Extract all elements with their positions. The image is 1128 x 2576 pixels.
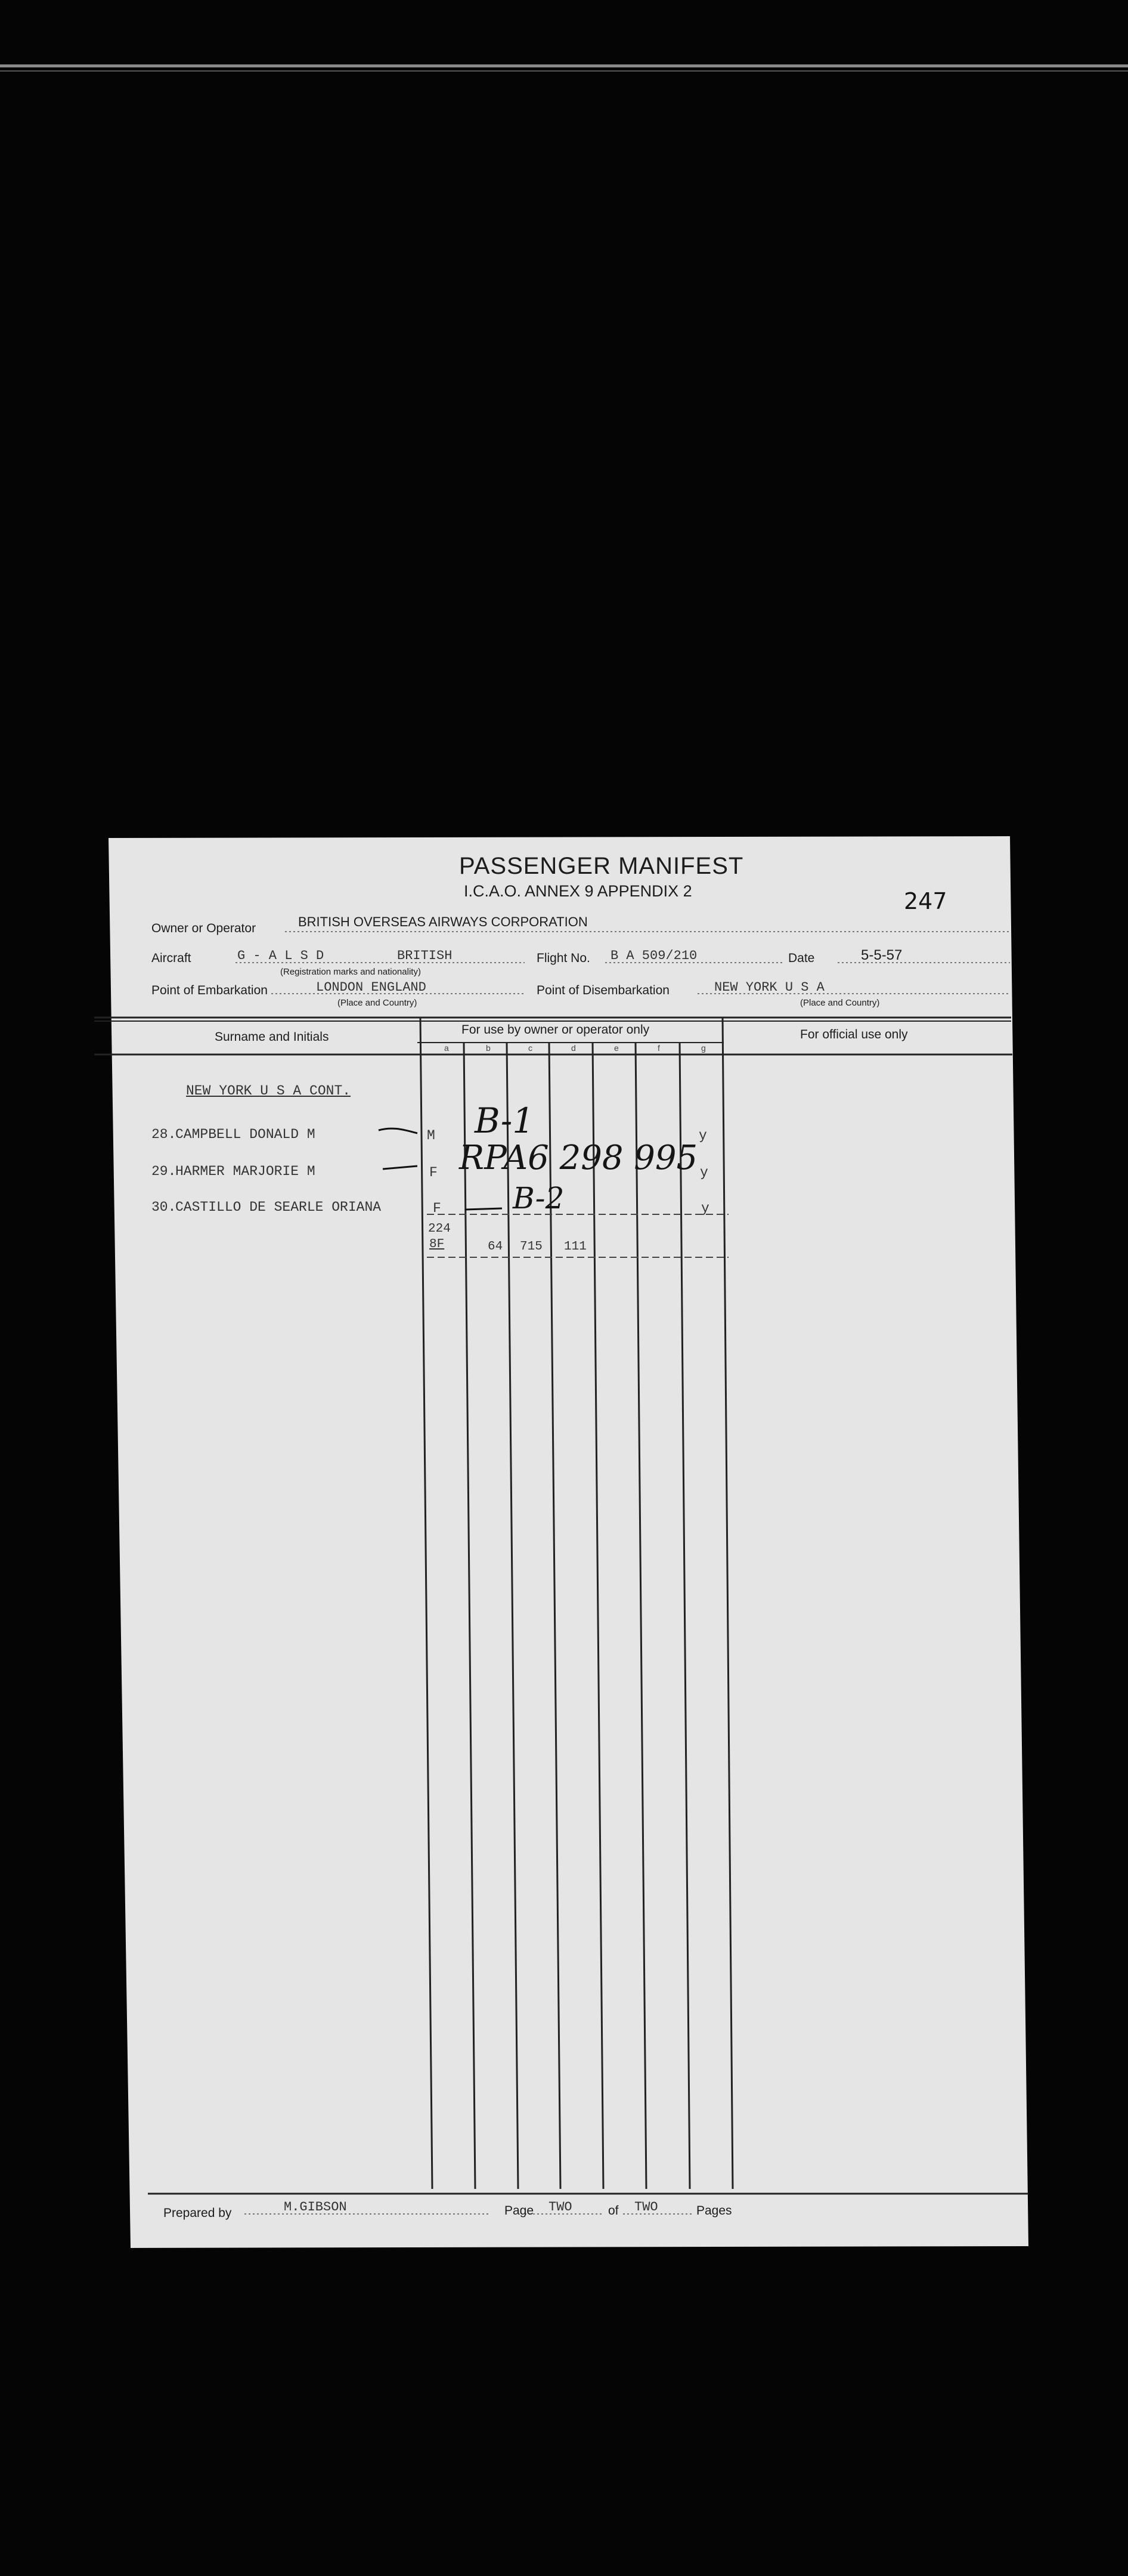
aircraft-value: G - A L S D [237,948,324,963]
flight-value: B A 509/210 [611,948,698,963]
row-29-name: HARMER MARJORIE M [175,1164,315,1179]
owner-value: BRITISH OVERSEAS AIRWAYS CORPORATION [298,914,588,929]
page-label: Page [504,2204,534,2218]
row-28-number: 28. [151,1127,176,1142]
section-heading: NEW YORK U S A CONT. [186,1083,351,1099]
row-30-sex: F [433,1201,441,1216]
aircraft-label: Aircraft [151,951,191,965]
handwritten-b1: B-1 [475,1100,535,1141]
manifest-title: PASSENGER MANIFEST [459,853,744,879]
disembarkation-label: Point of Disembarkation [537,984,670,997]
row-29-sex: F [429,1165,438,1180]
column-header-c: c [528,1043,532,1053]
embarkation-note: (Place and Country) [337,998,417,1008]
row-28-g: y [699,1128,707,1143]
embarkation-value: LONDON ENGLAND [316,980,426,995]
column-header-g: g [701,1043,706,1053]
total-c: 715 [520,1240,543,1254]
row-30-name: CASTILLO DE SEARLE ORIANA [175,1199,382,1215]
paper [109,836,1028,2248]
handwritten-rpa-number: RPA6 298 995 [459,1139,698,1177]
pages-label: Pages [696,2204,732,2218]
row-28-sex: M [427,1128,435,1143]
row-28-name: CAMPBELL DONALD M [175,1127,315,1142]
page-number-stamp: 247 [904,888,947,914]
surname-header: Surname and Initials [215,1030,329,1044]
embarkation-label: Point of Embarkation [151,984,268,997]
total-a-bottom: 8F [429,1238,445,1251]
column-header-d: d [571,1043,576,1053]
manifest-subtitle: I.C.A.O. ANNEX 9 APPENDIX 2 [464,882,692,900]
total-a-top: 224 [428,1222,451,1236]
flight-label: Flight No. [537,951,590,965]
prepared-by-label: Prepared by [163,2206,232,2220]
date-value: 5-5-57 [861,947,903,963]
owner-use-header: For use by owner or operator only [461,1023,650,1037]
official-use-header: For official use only [800,1028,908,1041]
column-header-e: e [614,1043,619,1053]
row-30-number: 30. [151,1199,176,1215]
aircraft-note: (Registration marks and nationality) [280,967,421,977]
of-value: TWO [634,2200,658,2215]
column-header-b: b [486,1043,491,1053]
row-29-g: y [700,1165,708,1180]
row-30-g: y [701,1201,709,1216]
owner-label: Owner or Operator [151,921,256,935]
total-b: 64 [488,1240,503,1254]
page-value: TWO [548,2200,572,2215]
date-label: Date [788,951,815,965]
column-header-f: f [658,1043,660,1053]
disembarkation-value: NEW YORK U S A [714,980,825,995]
handwritten-b2: B-2 [513,1181,565,1216]
total-d: 111 [564,1240,587,1254]
of-label: of [608,2204,619,2218]
disembarkation-note: (Place and Country) [800,998,880,1008]
row-29-number: 29. [151,1164,176,1179]
prepared-by-value: M.GIBSON [284,2200,347,2215]
column-header-a: a [444,1043,449,1053]
aircraft-nationality: BRITISH [397,948,453,963]
